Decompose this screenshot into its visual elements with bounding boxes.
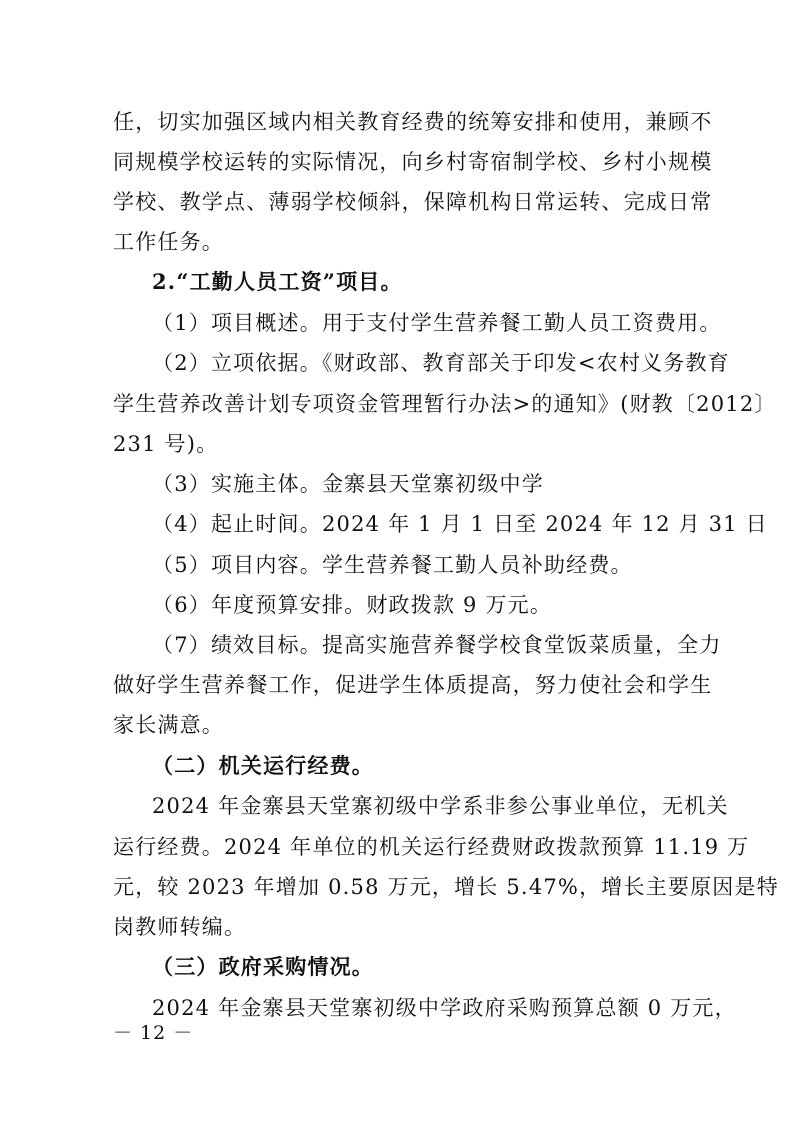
paragraph-line: 同规模学校运转的实际情况，向乡村寄宿制学校、乡村小规模 [113,150,713,174]
project-goal-line: （7）绩效目标。提高实施营养餐学校食堂饭菜质量，全力 [152,633,722,657]
section-heading-wage-project: 2.“工勤人员工资”项目。 [152,269,403,294]
paragraph-line: 学校、教学点、薄弱学校倾斜，保障机构日常运转、完成日常 [113,190,713,214]
paragraph-line: 2024 年金寨县天堂寨初级中学政府采购预算总额 0 万元， [152,996,737,1020]
project-budget-line: （6）年度预算安排。财政拨款 9 万元。 [152,593,553,617]
section-heading-operating-expenses: （二）机关运行经费。 [152,753,374,778]
paragraph-line: 岗教师转编。 [113,915,247,939]
paragraph-line: 231 号)。 [113,432,219,456]
paragraph-line: 家长满意。 [113,713,224,737]
project-overview-line: （1）项目概述。用于支付学生营养餐工勤人员工资费用。 [152,311,722,335]
project-period-line: （4）起止时间。2024 年 1 月 1 日至 2024 年 12 月 31 日 [152,512,768,536]
project-content-line: （5）项目内容。学生营养餐工勤人员补助经费。 [152,553,633,577]
paragraph-line: 运行经费。2024 年单位的机关运行经费财政拨款预算 11.19 万 [113,835,750,859]
section-heading-procurement: （三）政府采购情况。 [152,954,374,979]
paragraph-line: 任，切实加强区域内相关教育经费的统筹安排和使用，兼顾不 [113,110,713,134]
paragraph-line: 学生营养改善计划专项资金管理暂行办法>的通知》(财教〔2012〕 [113,392,777,416]
paragraph-line: 2024 年金寨县天堂寨初级中学系非参公事业单位，无机关 [152,794,729,818]
project-basis-line: （2）立项依据。《财政部、教育部关于印发<农村义务教育 [152,351,730,375]
paragraph-line: 工作任务。 [113,230,224,254]
page-number: － 12 － [113,1022,194,1044]
paragraph-line: 做好学生营养餐工作，促进学生体质提高，努力使社会和学生 [113,673,713,697]
paragraph-line: 元，较 2023 年增加 0.58 万元，增长 5.47%，增长主要原因是特 [113,875,779,899]
project-entity-line: （3）实施主体。金寨县天堂寨初级中学 [152,472,544,496]
